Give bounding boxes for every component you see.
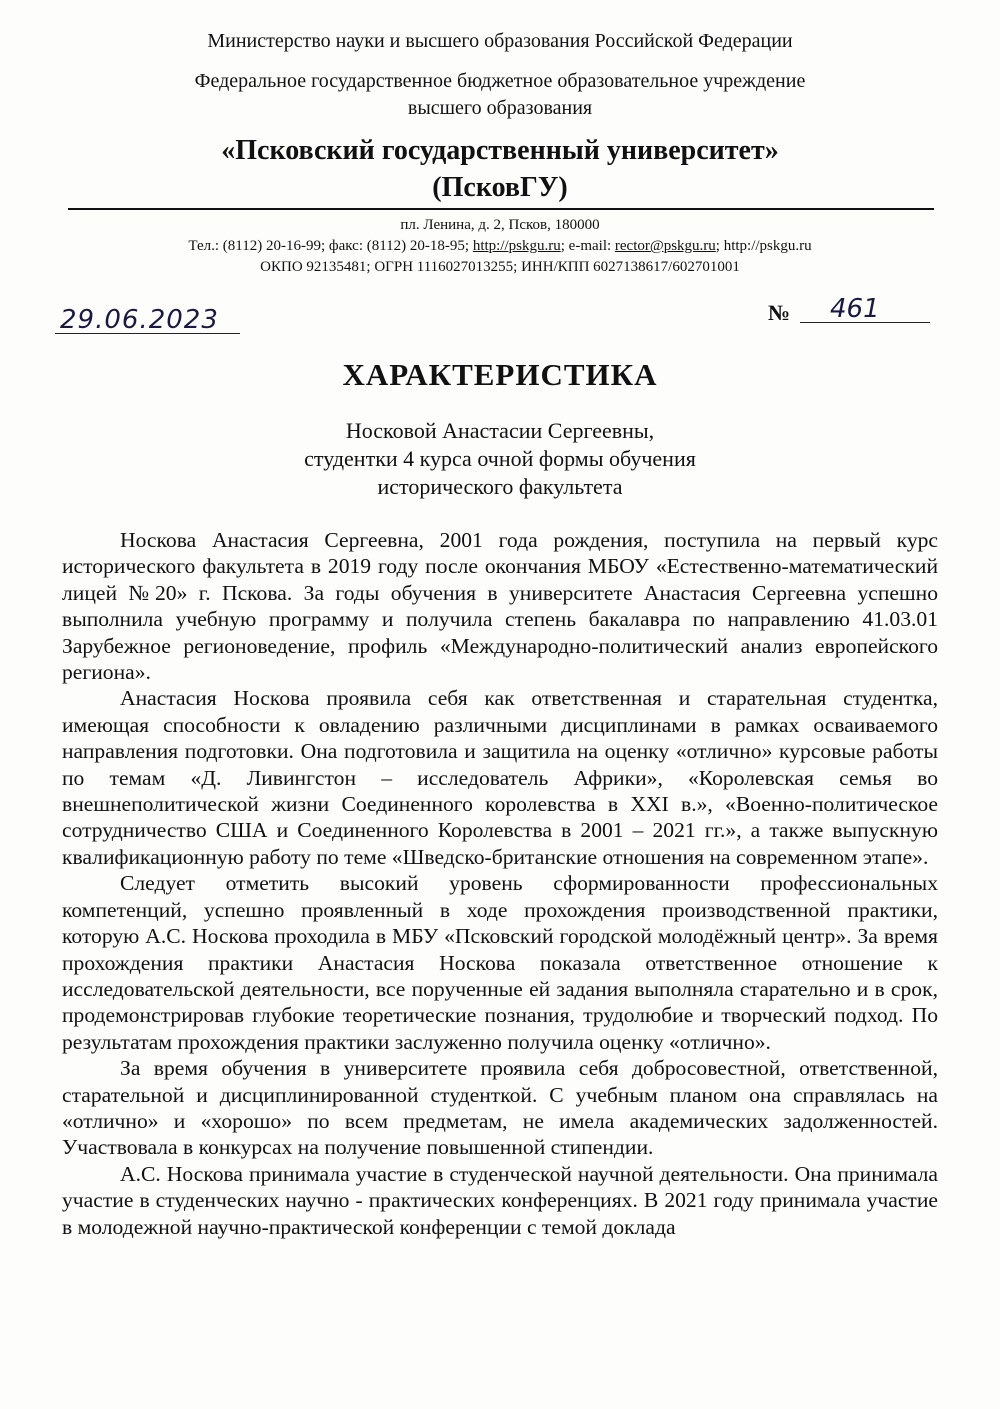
paragraph-biography: Носкова Анастасия Сергеевна, 2001 года рождения, поступила на первый курс исторического факультета в 2019 году после окончания МБОУ «Естественно-математический лицей №20» г. Пскова. За годы обучения в университете Анастасия Сергеевна успешно выполнила учебную программу и получила степень бакалавра по направлению 41.03.01 Зарубежное регионоведение, профиль «Международно-политический анализ европейского региона». <box>62 528 938 685</box>
institution-type-line2: высшего образования <box>407 97 593 119</box>
handwritten-number: 461 <box>830 294 880 324</box>
university-name: «Псковский государственный университет» <box>221 135 779 166</box>
document-title: ХАРАКТЕРИСТИКА <box>342 357 658 392</box>
paragraph-research: А.С. Носкова принимала участие в студенческой научной деятельности. Она принимала участие в студенческих научно - практических конференциях. В 2021 году принимала участие в молодежной научно-практической конференции с темой доклада <box>62 1161 938 1239</box>
ministry-heading: Министерство науки и высшего образования Российской Федерации <box>207 30 793 52</box>
registration-codes: ОКПО 92135481; ОГРН 1116027013255; ИНН/КПП 6027138617/602701001 <box>260 259 740 275</box>
contacts-line <box>0 238 1000 255</box>
address-line: пл. Ленина, д. 2, Псков, 180000 <box>400 217 600 233</box>
email-label: ; e-mail: <box>560 238 615 254</box>
university-abbreviation: (ПсковГУ) <box>432 172 568 203</box>
number-sign: № <box>768 300 791 325</box>
document-body <box>62 527 938 1240</box>
handwritten-date: 29.06.2023 <box>60 305 219 335</box>
subtitle-course: студентки 4 курса очной формы обучения <box>304 446 696 471</box>
paragraph-studies: За время обучения в университете проявила себя добросовестной, ответственной, старательной и дисциплинированной студенткой. С учебным планом она справлялась на «отлично» и «хорошо» по всем предметам, не имела академических задолженностей. Участвовала в конкурсах на получение повышенной стипендии. <box>62 1056 938 1160</box>
subtitle-name: Носковой Анастасии Сергеевны, <box>345 418 655 443</box>
phone-fax-text: Тел.: (8112) 20-16-99; факс: (8112) 20-18-95; <box>188 238 473 254</box>
number-underline <box>800 322 930 323</box>
website-link[interactable]: http://pskgu.ru <box>472 238 561 254</box>
header-divider <box>68 208 934 210</box>
paragraph-practice: Следует отметить высокий уровень сформированности профессиональных компетенций, успешно проявленный в ходе прохождения производственной практики, которую А.С. Носкова проходила в МБУ «Псковский городской молодёжный центр». За время прохождения практики Анастасия Носкова показала ответственное отношение к исследовательской деятельности, все порученные ей задания выполняла старательно и в срок, продемонстрировав глубокие теоретические познания, трудолюбие и творческий подход. По результатам прохождения практики заслуженно получила оценку «отлично». <box>62 871 938 1054</box>
email-link[interactable]: rector@pskgu.ru <box>614 238 716 254</box>
paragraph-coursework: Анастасия Носкова проявила себя как ответственная и старательная студентка, имеющая способности к овладению различными дисциплинами в рамках осваиваемого направления подготовки. Она подготовила и защитила на оценку «отлично» курсовые работы по темам «Д. Ливингстон – исследователь Африки», «Королевская семья во внешнеполитической жизни Соединенного королевства в XXI в.», «Военно-политическое сотрудничество США и Соединенного Королевства в 2001 – 2021 гг.», а также выпускную квалификационную работу по теме «Шведско-британские отношения на современном этапе». <box>62 686 938 869</box>
subtitle-faculty: исторического факультета <box>377 474 623 499</box>
institution-type-line1: Федеральное государственное бюджетное образовательное учреждение <box>194 70 806 92</box>
website-secondary: ; http://pskgu.ru <box>715 238 812 254</box>
date-underline <box>55 333 240 334</box>
